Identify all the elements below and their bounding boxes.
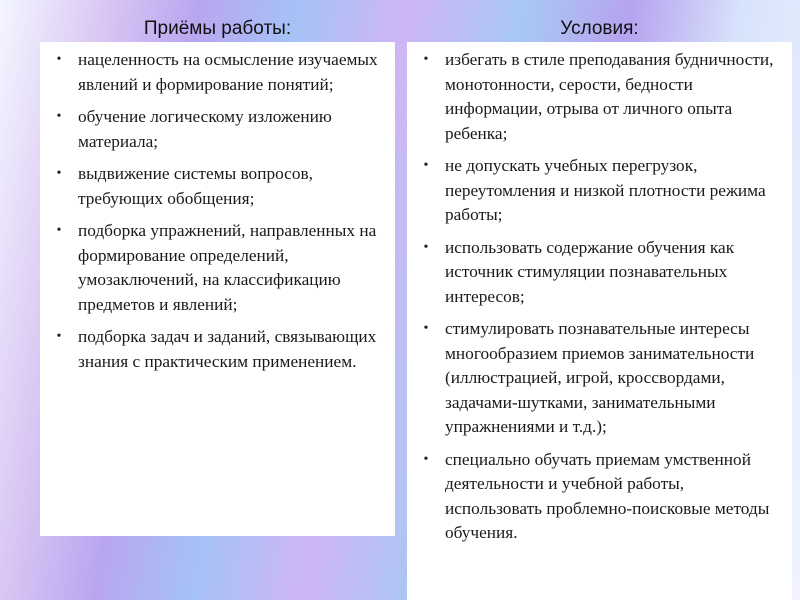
methods-item-text: подборка упражнений, направленных на формирование определений, умозаключений, на классификацию предметов и явлений; [78, 221, 377, 314]
conditions-item-text: использовать содержание обучения как источник стимуляции познавательных интересов; [445, 237, 735, 306]
conditions-heading: Условия: [560, 18, 639, 39]
bullet-icon: • [423, 451, 429, 467]
bullet-icon: • [56, 166, 62, 181]
methods-item-text: выдвижение системы вопросов, требующих обобщения; [78, 164, 313, 208]
conditions-item-text: стимулировать познавательные интересы многообразием приемов занимательности (иллюстрацией, игрой, кроссвордами, задачами-шутками, занимательными упражнениями и т.д.); [445, 319, 755, 436]
bullet-icon: • [423, 158, 429, 173]
methods-list-item [40, 219, 395, 317]
methods-item-text: нацеленность на осмысление изучаемых явлений и формирование понятий; [78, 50, 378, 94]
methods-heading: Приёмы работы: [143, 18, 292, 39]
methods-list-item [40, 325, 395, 374]
methods-list-item [40, 48, 395, 97]
conditions-list-item [407, 236, 792, 310]
bullet-icon: • [56, 329, 62, 344]
methods-panel [40, 42, 395, 536]
conditions-list-item [407, 448, 792, 546]
bullet-icon: • [423, 321, 429, 336]
methods-list [40, 42, 395, 374]
methods-list-item [40, 105, 395, 154]
bullet-icon: • [56, 52, 62, 67]
conditions-list-item [407, 154, 792, 228]
conditions-item-text: не допускать учебных перегрузок, переутомления и низкой плотности режима работы; [445, 156, 766, 224]
methods-list-item [40, 162, 395, 211]
bullet-icon: • [56, 109, 62, 124]
conditions-list [407, 42, 792, 546]
methods-item-text: обучение логическому изложению материала; [78, 107, 332, 151]
methods-item-text: подборка задач и заданий, связывающих знания с практическим применением. [78, 327, 377, 371]
conditions-list-item [407, 48, 792, 146]
conditions-item-text: специально обучать приемам умственной деятельности и учебной работы, использовать проблемно-поисковые методы обучения. [445, 449, 770, 542]
conditions-panel [407, 42, 792, 600]
conditions-list-item [407, 317, 792, 440]
bullet-icon: • [423, 239, 429, 255]
bullet-icon: • [423, 52, 429, 67]
bullet-icon: • [56, 223, 62, 238]
conditions-item-text: избегать в стиле преподавания будничности, монотонности, серости, бедности информации, отрыва от личного опыта ребенка; [445, 50, 774, 143]
